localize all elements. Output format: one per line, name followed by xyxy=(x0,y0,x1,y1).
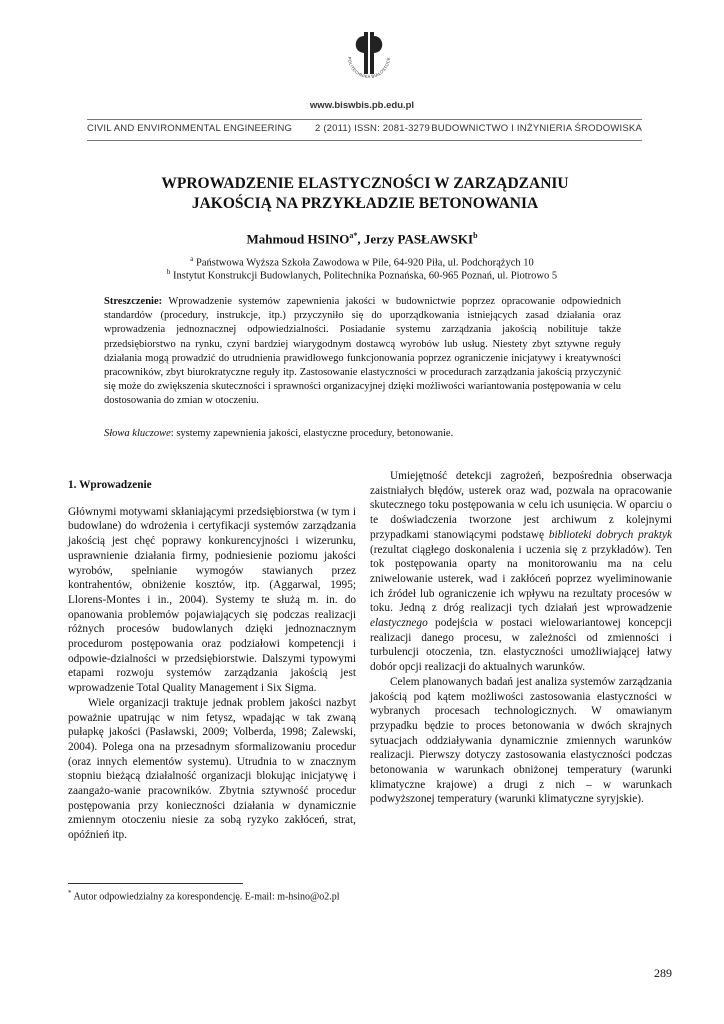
paragraph-text: Umiejętność detekcji zagrożeń, bezpośrednia obserwacja zaistniałych błędów, usterek oraz wad, pozwala na opracowanie skutecznego toku postępowania w celu ich usunięcia. W oparciu o te doświadczenia tworzone jest archiwum z kolejnymi przypadkami stanowiącymi podstawę xyxy=(370,470,672,541)
right-column xyxy=(370,469,672,807)
affiliation-text: Państwowa Wyższa Szkoła Zawodowa w Pile, 64-920 Piła, ul. Podchorążych 10 xyxy=(196,257,534,269)
university-logo xyxy=(334,22,404,92)
journal-name-en: CIVIL AND ENVIRONMENTAL ENGINEERING xyxy=(87,123,293,134)
author-affiliation-mark: b xyxy=(473,231,478,240)
title-line: JAKOŚCIĄ NA PRZYKŁADZIE BETONOWANIA xyxy=(191,195,539,212)
affiliation-mark: b xyxy=(166,268,171,276)
paragraph: Głównymi motywami skłaniającymi przedsiębiorstwa (w tym i budowlane) do wdrożenia i certyfikacji systemów zarządzania jakością jest chęć poprawy konkurencyjności i wizerunku, usprawnienie działania firmy, podniesienie poziomu jakości wyrobów, spełnianie wymogów stawianych przez kontrahentów, obniżenie kosztów, itp. (Aggarwal, 1995; Llorens-Montes i in., 2004). Systemy te służą m. in. do opanowania problemów pojawiających się podczas realizacji różnych procesów budowlanych dzięki jednoznacznym procedurom postępowania oraz podziałowi kompetencji i odpowie-dzialności w przedsiębiorstwie. Dalszymi typowymi etapami rozwoju systemów zarządzania jakością jest wprowadzenie Total Quality Management i Six Sigma. xyxy=(68,505,356,695)
journal-header-bar xyxy=(87,119,642,141)
emphasis-text: biblioteki dobrych praktyk xyxy=(548,528,672,541)
affiliation xyxy=(0,268,724,282)
page-number: 289 xyxy=(654,966,672,980)
paragraph-text: podejścia w postaci wielowariantowej koncepcji realizacji danego procesu, w zależności od zmienności i turbulencji otoczenia, tzn. elastyczności umożliwiającej łatwy dobór opcji realizacji do aktualnych warunków. xyxy=(370,617,672,674)
footnote-divider xyxy=(68,883,243,884)
paragraph xyxy=(370,469,672,675)
footnote-text: Autor odpowiedzialny za korespondencję. E-mail: m-hsino@o2.pl xyxy=(71,891,340,903)
abstract-label: Streszczenie: xyxy=(104,296,163,307)
keywords-text: : systemy zapewnienia jakości, elastyczne procedury, betonowanie. xyxy=(170,428,454,439)
author-affiliation-mark: a* xyxy=(349,231,358,240)
affiliation-text: Instytut Konstrukcji Budowlanych, Politechnika Poznańska, 60-965 Poznań, ul. Piotrowo 5 xyxy=(173,270,558,282)
paragraph-text: (rezultat ciągłego doskonalenia i uczenia się z przykładów). Ten tok postępowania oparty na monitorowaniu ma na celu zniwelowanie usterek, wad i zakłóceń poprzez wyeliminowanie ich źródeł lub ograniczenie ich wpływu na rezultaty procesów w toku. Jedną z dróg realizacji tych działań jest wprowadzenie xyxy=(370,543,672,615)
affiliation xyxy=(0,255,724,269)
author-separator: , xyxy=(357,231,364,247)
author-list xyxy=(0,231,724,247)
footnote xyxy=(68,889,340,902)
paragraph: Wiele organizacji traktuje jednak problem jakości nazbyt poważnie upatrując w nim fetysz, wpadając w tak zwaną pułapkę jakości (Pasławski, 2009; Volberda, 1998; Zalewski, 2004). Polega ona na przesadnym sformalizowaniu procedur (oraz innych elementów systemu). Utrudnia to w znacznym stopniu bieżącą działalność organizacji blokując inicjatywę i zaangażo-wanie pracowników. Zbytnia sztywność procedur postępowania przy konieczności działania w dynamicznie zmiennym otoczeniu niesie za sobą ryzyko zakłóceń, strat, opóźnień itp. xyxy=(68,696,356,842)
title-line: WPROWADZENIE ELASTYCZNOŚCI W ZARZĄDZANIU xyxy=(161,175,569,192)
paper-title xyxy=(100,174,630,214)
author-name: Mahmoud HSINO xyxy=(246,231,350,247)
footnote-mark: * xyxy=(68,889,72,897)
journal-url[interactable]: www.biswbis.pb.edu.pl xyxy=(309,100,415,111)
abstract-text: Wprowadzenie systemów zapewnienia jakości w budownictwie poprzez opracowanie odpowiednich standardów (procedury, instrukcje, itp.) przyczyniło się do uporządkowania istniejących zasad działania oraz wprowadzenia jednoznacznej odpowiedzialności. Posiadanie systemu zarządzania jakością nobilituje także przedsiębiorstwo na rynku, czyni bardziej wiarygodnym dostawcą wyrobów lub usług. Niestety zbyt sztywne reguły działania mogą prowadzić do utrudnienia prawidłowego funkcjonowania poprzez ograniczenie inicjatywy i kreatywności pracowników, zbyt biurokratyczne reguły itp. Zastosowanie elastyczności w procedurach zarządzania jakością przyczynić się może do zwiększenia skuteczności i sprawności organizacyjnej dzięki możliwości wariantowania postępowania w celu dostosowania do zmian w otoczeniu. xyxy=(104,296,622,407)
left-column xyxy=(68,478,356,843)
journal-name-pl: BUDOWNICTWO I INŻYNIERIA ŚRODOWISKA xyxy=(431,123,642,134)
affiliation-mark: a xyxy=(190,255,194,263)
keywords xyxy=(104,428,621,439)
paragraph: Celem planowanych badań jest analiza systemów zarządzania jakością pod kątem możliwości zastosowania elastyczności w wybranych procesach technologicznych. W omawianym przypadku będzie to proces betonowania w dwóch skrajnych sytuacjach oddziaływania dynamicznie zmiennych warunków realizacji. Pierwszy dotyczy zastosowania elastyczności podczas betonowania w warunkach obniżonej temperatury (warunki klimatyczne krajowe) a drugi z nich – w warunkach podwyższonej temperatury (warunki klimatyczne syryjskie). xyxy=(370,675,672,806)
logo-text: POLITECHNIKA BIAŁOSTOCK xyxy=(346,56,392,80)
journal-issue-issn: 2 (2011) ISSN: 2081-3279 xyxy=(315,123,431,134)
section-heading: 1. Wprowadzenie xyxy=(68,479,152,491)
author-name: Jerzy PASŁAWSKI xyxy=(363,231,474,247)
abstract xyxy=(104,295,621,409)
keywords-label: Słowa kluczowe xyxy=(104,428,171,439)
emphasis-text: elastycznego xyxy=(370,617,428,630)
